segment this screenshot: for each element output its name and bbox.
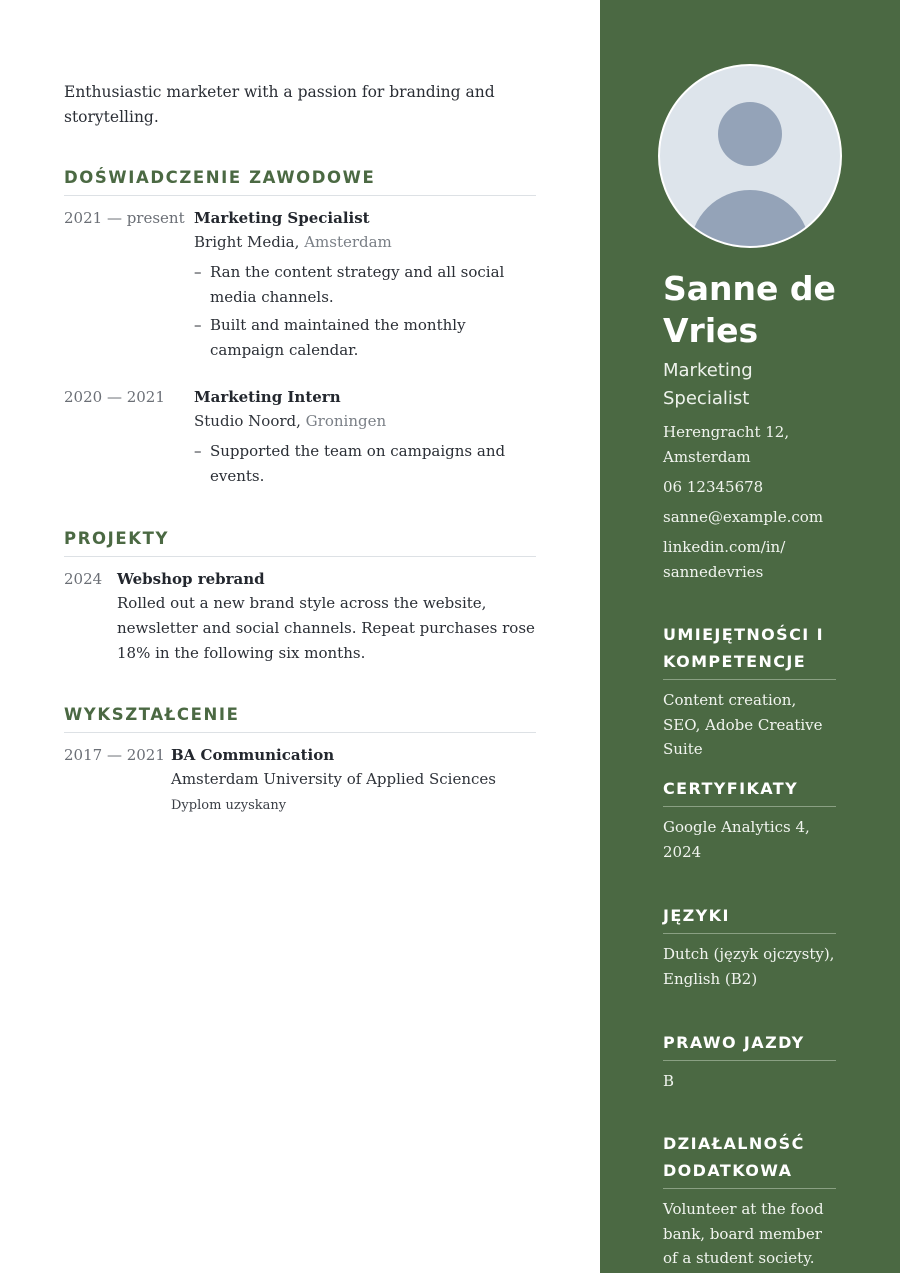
education-school: Amsterdam University of Applied Sciences [171,770,496,788]
driving-license-block [663,1029,836,1094]
candidate-title: Marketing Specialist [663,360,753,409]
contact-phone: 06 12345678 [663,478,764,496]
user-avatar-icon [658,64,842,248]
driving-license-text: B [663,1072,675,1090]
project-description: Rolled out a new brand style across the website, newsletter and social channels. Repeat purchases rose 18% in the following six months. [117,594,535,662]
entry-bullets [194,439,536,489]
projects-heading: PROJEKTY [64,529,536,557]
experience-entry: 2021 — present Marketing Specialist Bright Media, Amsterdam – Ran the content strategy and all social media channels. – Built and maintained the monthly campaign calendar. [64,206,536,363]
experience-entry: 2020 — 2021 Marketing Intern Studio Noord, Groningen – Supported the team on campaigns and events. [64,385,536,489]
languages-block [663,902,836,991]
bullet-item: – Built and maintained the monthly campaign calendar. [194,316,466,359]
certificates-block [663,775,836,864]
bullet-item: – Supported the team on campaigns and events. [194,442,506,485]
languages-text: Dutch (język ojczysty), English (B2) [663,945,835,988]
certificates-heading: CERTYFIKATY [663,775,836,807]
bullet-item: – Ran the content strategy and all social media channels. [194,263,505,306]
experience-heading: DOŚWIADCZENIE ZAWODOWE [64,168,536,196]
project-name: Webshop rebrand [117,570,265,588]
profile-summary: Enthusiastic marketer with a passion for branding and storytelling. [64,83,495,126]
education-degree: BA Communication [171,746,335,764]
entry-location: Amsterdam [304,233,392,251]
certificates-text: Google Analytics 4, 2024 [663,818,810,861]
entry-dates: 2020 — 2021 [64,388,165,406]
education-dates: 2017 — 2021 [64,746,165,764]
extra-activities-text: Volunteer at the food bank, board member of a student society. [663,1200,824,1267]
avatar-torso [690,190,810,248]
driving-license-heading: PRAWO JAZDY [663,1029,836,1061]
languages-heading: JĘZYKI [663,902,836,934]
contact-address: Herengracht 12, Amsterdam [663,423,790,466]
entry-role: Marketing Intern [194,388,341,406]
education-section [64,705,536,818]
education-note: Dyplom uzyskany [171,798,287,813]
projects-section [64,529,536,666]
contact-linkedin: linkedin.com/in/ sannedevries [663,538,786,581]
entry-dates: 2021 — present [64,209,185,227]
project-entry [64,567,536,666]
education-entry [64,743,536,818]
contact-email: sanne@example.com [663,508,824,526]
skills-text: Content creation, SEO, Adobe Creative Suite [663,691,823,758]
entry-location: Groningen [305,412,387,430]
candidate-name: Sanne de Vries [663,269,836,350]
extra-activities-heading: DZIAŁALNOŚĆ DODATKOWA [663,1130,836,1189]
entry-company: Studio Noord [194,412,297,430]
entry-role: Marketing Specialist [194,209,370,227]
skills-block [663,621,836,762]
sidebar [600,0,900,1273]
project-year: 2024 [64,570,103,588]
contact-info [663,420,843,590]
skills-heading: UMIEJĘTNOŚCI I KOMPETENCJE [663,621,836,680]
avatar-head [718,102,782,166]
education-heading: WYKSZTAŁCENIE [64,705,536,733]
entry-bullets [194,260,536,363]
extra-activities-block [663,1130,836,1271]
entry-company: Bright Media [194,233,295,251]
experience-section [64,168,536,492]
